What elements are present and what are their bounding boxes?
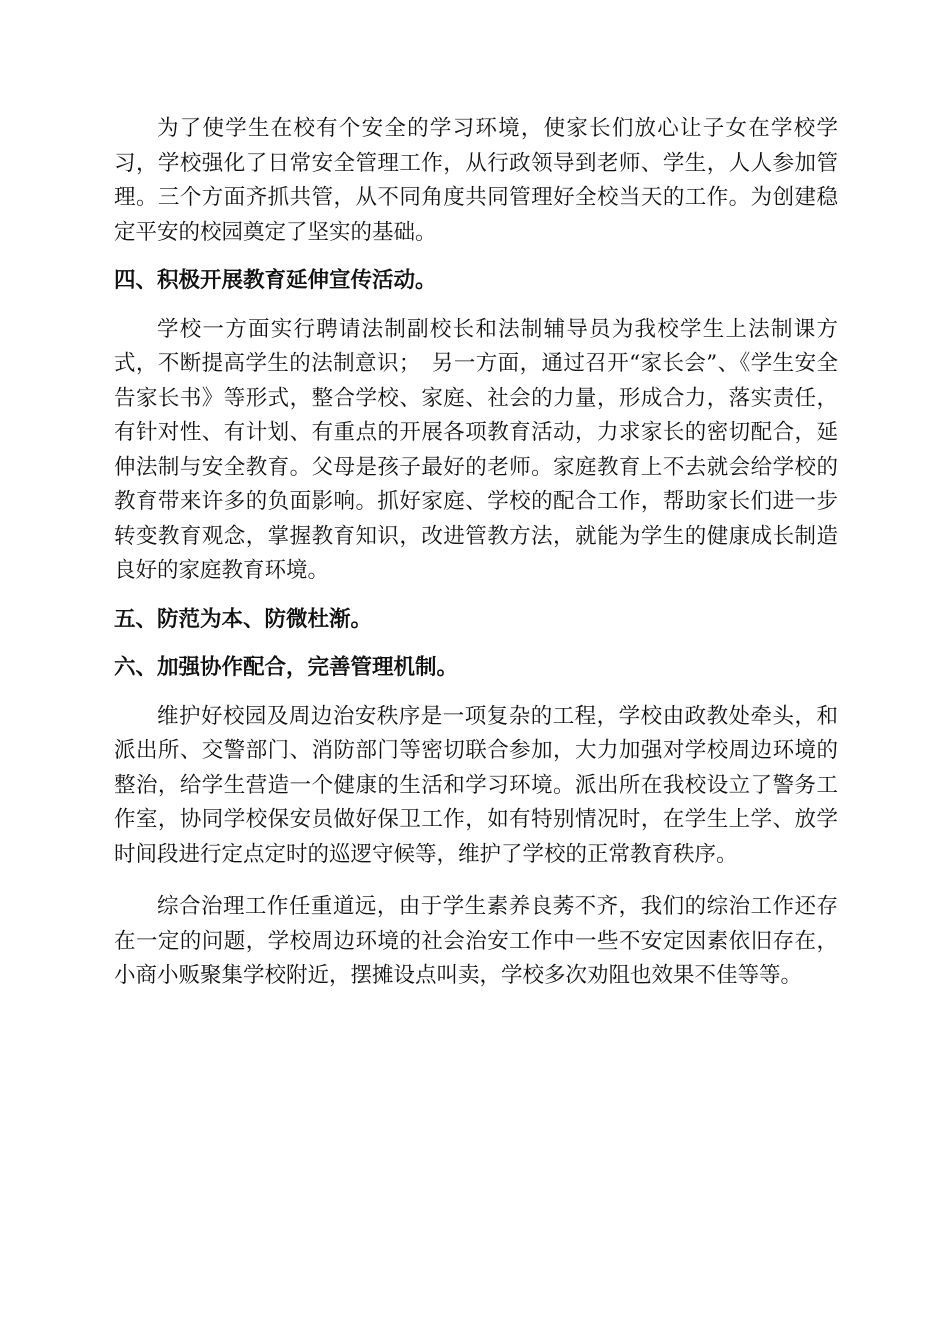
document-page (114, 112, 838, 994)
paragraph-remaining-issues: 综合治理工作任重道远，由于学生素养良莠不齐，我们的综治工作还存在一定的问题，学校周边环境的社会治安工作中一些不安定因素依旧存在，小商小贩聚集学校附近，摆摊设点叫卖，学校多次劝阻也效果不佳等等。 (114, 894, 838, 988)
paragraph-campus-security: 维护好校园及周边治安秩序是一项复杂的工程，学校由政教处牵头，和派出所、交警部门、消防部门等密切联合参加，大力加强对学校周边环境的整治，给学生营造一个健康的生活和学习环境。派出所在我校设立了警务工作室，协同学校保安员做好保卫工作，如有特别情况时，在学生上学、放学时间段进行定点定时的巡逻守候等，维护了学校的正常教育秩序。 (114, 703, 838, 867)
paragraph-safety-management: 为了使学生在校有个安全的学习环境，使家长们放心让子女在学校学习，学校强化了日常安全管理工作，从行政领导到老师、学生，人人参加管理。三个方面齐抓共管，从不同角度共同管理好全校当天的工作。为创建稳定平安的校园奠定了坚实的基础。 (114, 116, 838, 245)
paragraph-education-outreach: 学校一方面实行聘请法制副校长和法制辅导员为我校学生上法制课方式，不断提高学生的法制意识； 另一方面，通过召开“家长会”、《学生安全告家长书》等形式，整合学校、家庭、社会的力量，形成合力，落实责任，有针对性、有计划、有重点的开展各项教育活动，力求家长的密切配合，延伸法制与安全教育。父母是孩子最好的老师。家庭教育上不去就会给学校的教育带来许多的负面影响。抓好家庭、学校的配合工作，帮助家长们进一步转变教育观念，掌握教育知识，改进管教方法，就能为学生的健康成长制造良好的家庭教育环境。 (114, 316, 838, 583)
section-heading-5: 五、防范为本、防微杜渐。 (114, 606, 373, 632)
section-heading-6: 六、加强协作配合，完善管理机制。 (114, 655, 459, 680)
section-heading-4: 四、积极开展教育延伸宣传活动。 (114, 268, 437, 293)
